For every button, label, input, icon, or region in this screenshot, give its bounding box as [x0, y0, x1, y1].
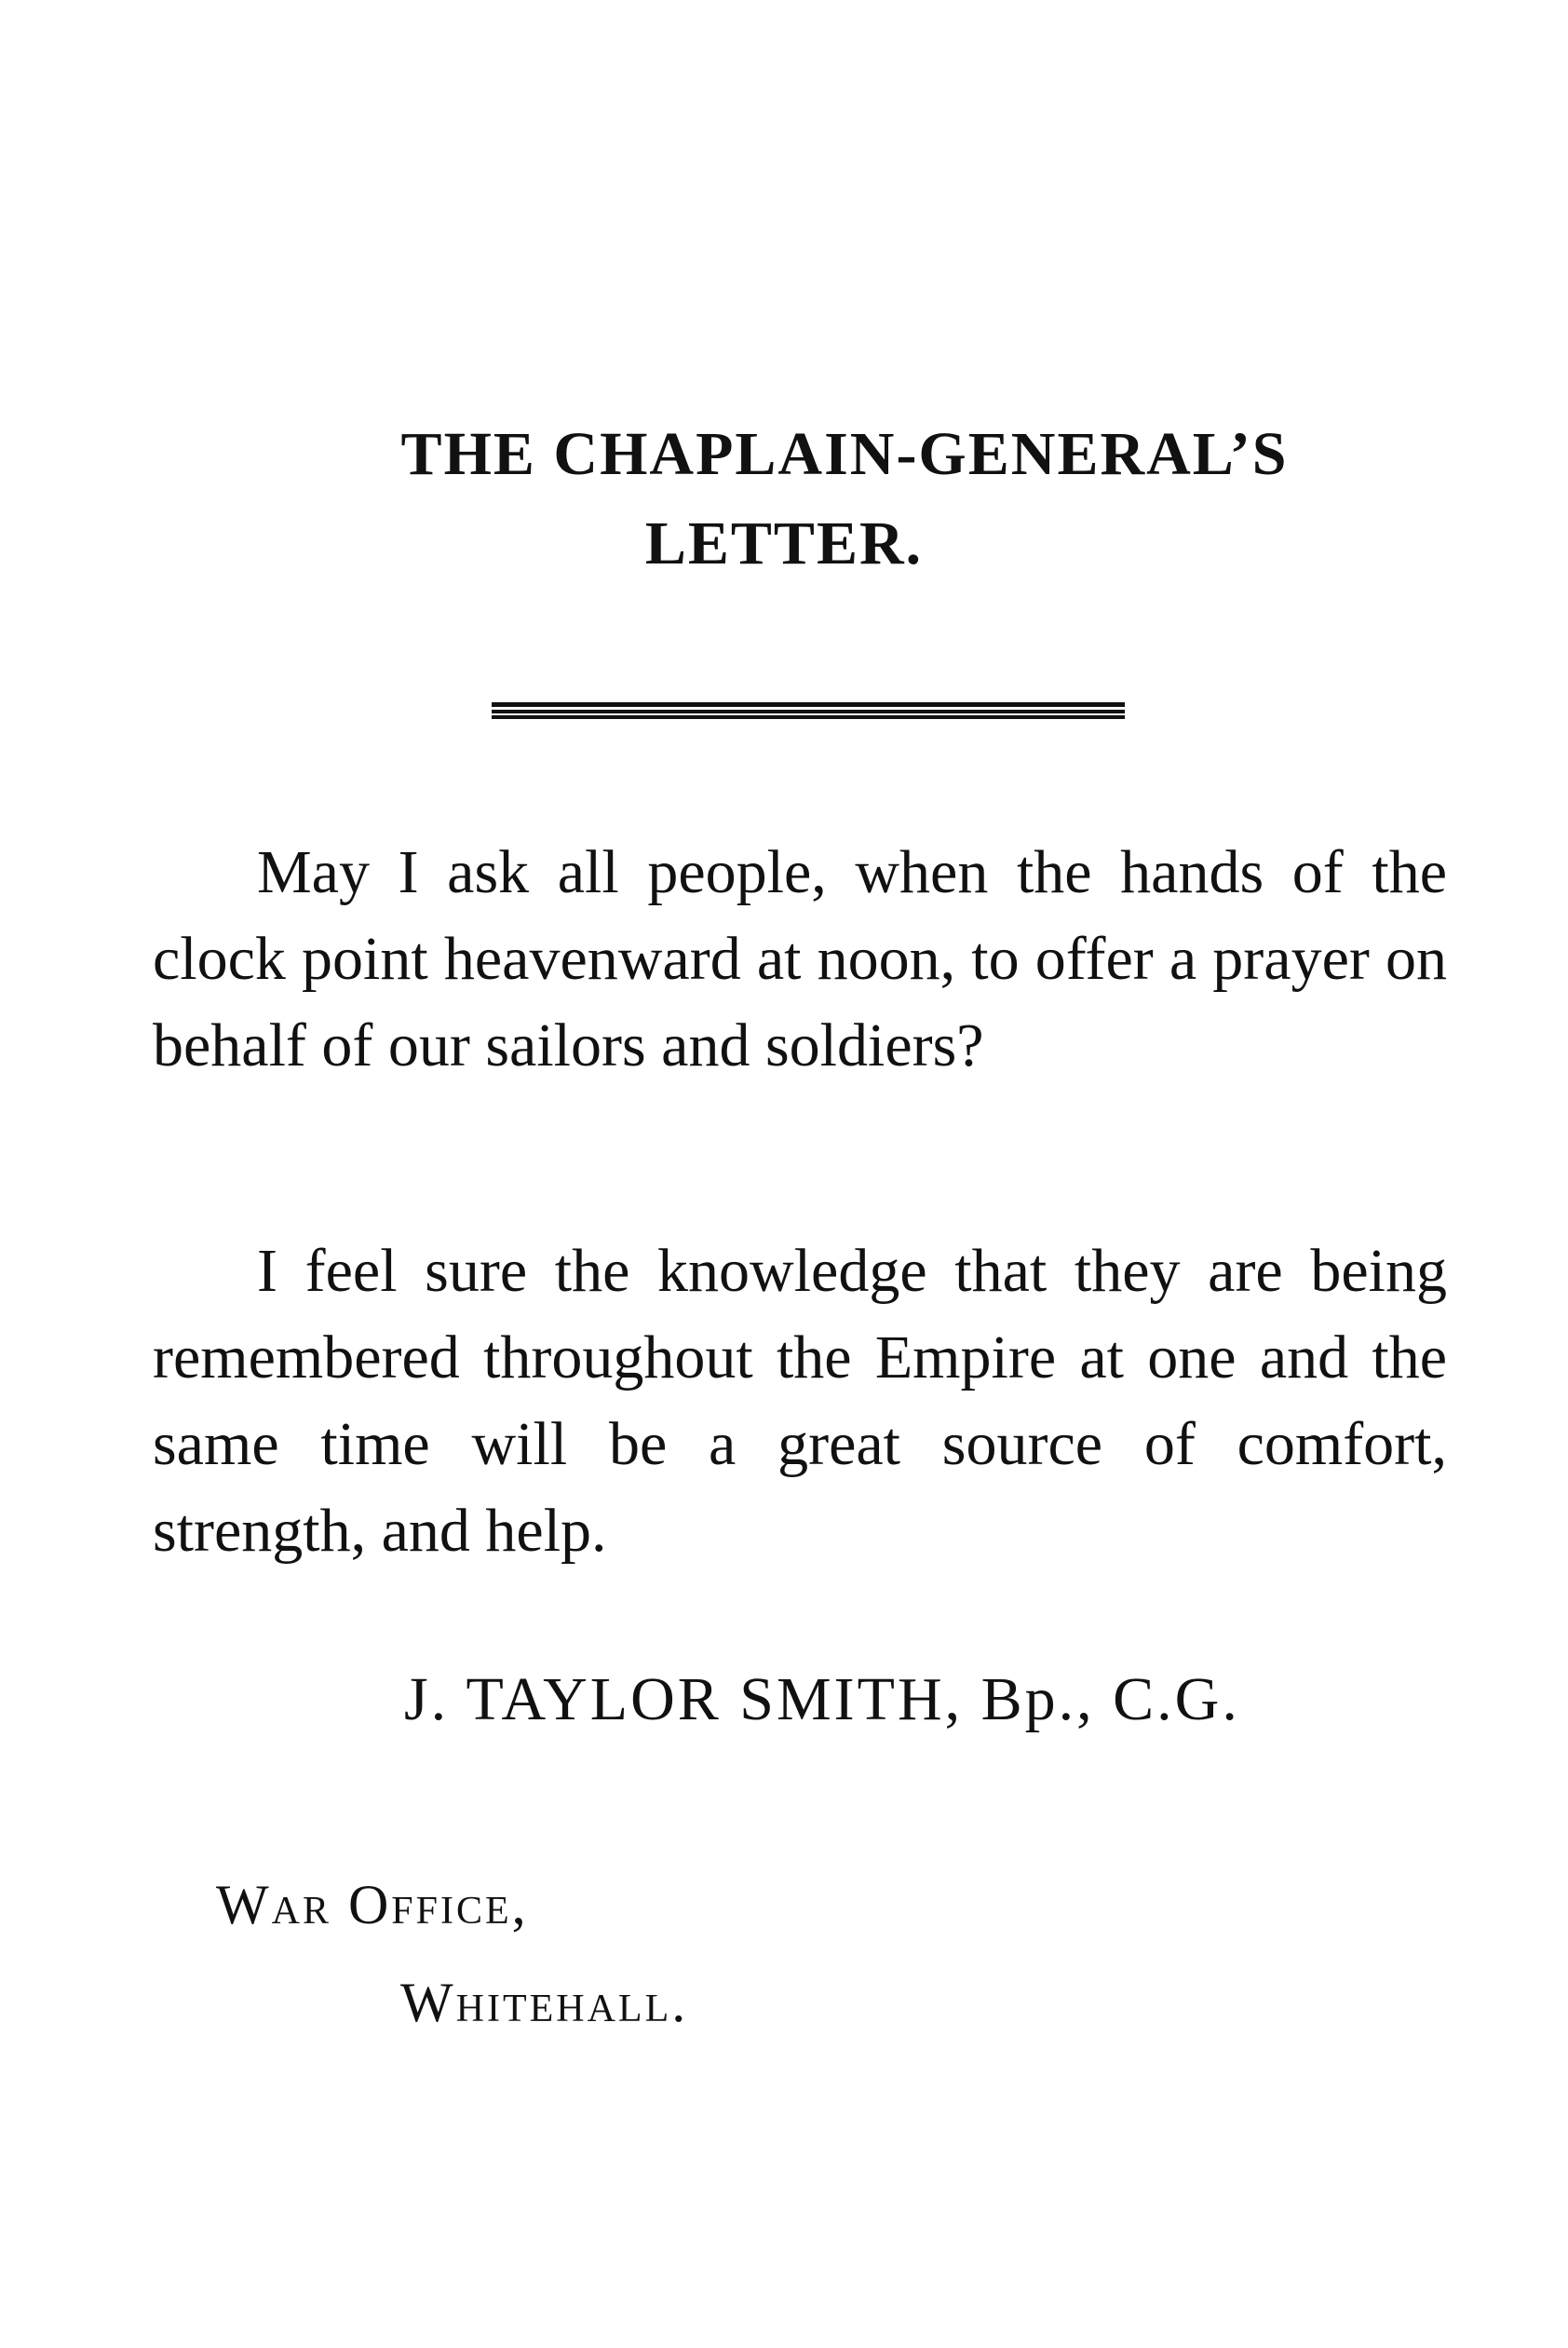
- address-line-whitehall: Whitehall.: [400, 1972, 689, 2033]
- paragraph-assurance: I feel sure the knowledge that they are being remembered throughout the Empire at one and the same time will be a great source of comfort, strength, and help.: [153, 1237, 1447, 1565]
- title-line-2: LETTER.: [644, 509, 924, 577]
- page-title: [0, 410, 1568, 589]
- rule-bar-middle: [492, 710, 1125, 713]
- rule-bar-bottom: [492, 715, 1125, 719]
- signature: J. TAYLOR SMITH, Bp., C.G.: [404, 1665, 1240, 1733]
- rule-bar-top: [492, 702, 1125, 707]
- double-rule-divider: [492, 702, 1125, 719]
- address-line-war-office: War Office,: [216, 1874, 529, 1935]
- paragraph-request: May I ask all people, when the hands of the clock point heavenward at noon, to offer a prayer on behalf of our sailors and soldiers?: [153, 838, 1447, 1079]
- title-line-1: THE CHAPLAIN-GENERAL’S: [400, 420, 1289, 488]
